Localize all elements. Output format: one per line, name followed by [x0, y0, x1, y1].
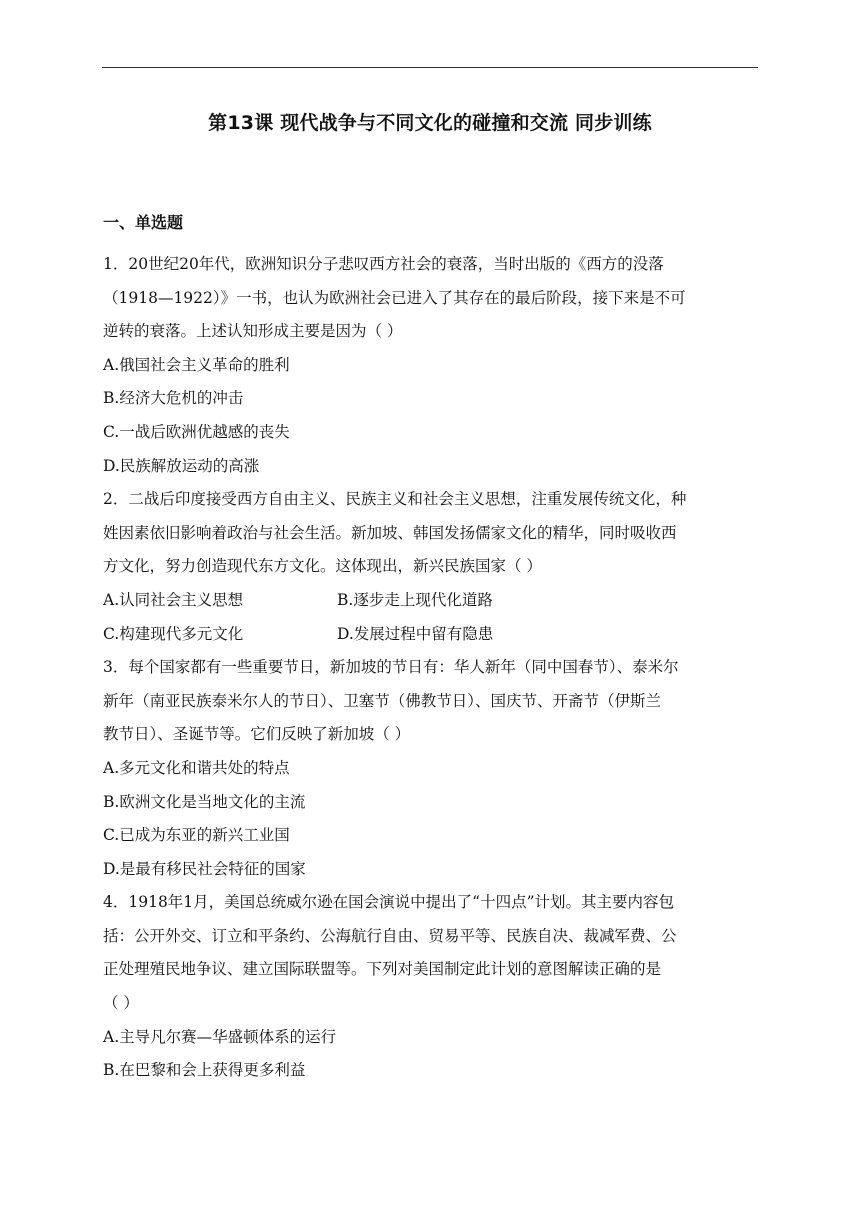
option-b: B.在巴黎和会上获得更多利益 [103, 1061, 306, 1080]
option-d: D.民族解放运动的高涨 [103, 456, 260, 475]
question-4 [103, 886, 763, 1088]
question-stem-line: 4．1918年1月，美国总统威尔逊在国会演说中提出了“十四点”计划。其主要内容包 [103, 893, 675, 912]
option-b: B.欧洲文化是当地文化的主流 [103, 792, 306, 811]
question-stem-line: 姓因素依旧影响着政治与社会生活。新加坡、韩国发扬儒家文化的精华，同时吸收西 [103, 523, 677, 542]
question-stem-line: 正处理殖民地争议、建立国际联盟等。下列对美国制定此计划的意图解读正确的是 [103, 960, 662, 979]
option-d: D.发展过程中留有隐患 [337, 624, 494, 643]
question-stem-line: 3．每个国家都有一些重要节日，新加坡的节日有：华人新年（同中国春节）、泰米尔 [103, 658, 679, 677]
section-heading: 一、单选题 [103, 213, 184, 232]
header-rule [102, 67, 758, 68]
option-b: B.经济大危机的冲击 [103, 389, 244, 408]
question-stem-line: 方文化，努力创造现代东方文化。这体现出，新兴民族国家（ ） [103, 557, 542, 576]
option-c: C.构建现代多元文化 [103, 624, 244, 643]
question-stem-line: （1918—1922）》一书，也认为欧洲社会已进入了其存在的最后阶段，接下来是不可 [103, 288, 686, 307]
question-3 [103, 651, 763, 886]
option-c: C.已成为东亚的新兴工业国 [103, 826, 290, 845]
question-stem-line: 括：公开外交、订立和平条约、公海航行自由、贸易平等、民族自决、裁减军费、公 [103, 926, 677, 945]
option-a: A.认同社会主义思想 [103, 590, 244, 609]
question-1 [103, 248, 763, 483]
question-stem-line: 新年（南亚民族泰米尔人的节日）、卫塞节（佛教节日）、国庆节、开斋节（伊斯兰 [103, 691, 662, 710]
question-stem-line: （ ） [103, 994, 139, 1013]
option-row [103, 584, 763, 618]
option-a: A.多元文化和谐共处的特点 [103, 758, 290, 777]
question-2 [103, 483, 763, 651]
question-stem-line: 教节日）、圣诞节等。它们反映了新加坡（ ） [103, 725, 411, 744]
document-title: 第13课 现代战争与不同文化的碰撞和交流 同步训练 [208, 112, 652, 134]
question-stem-line: 2．二战后印度接受西方自由主义、民族主义和社会主义思想，注重发展传统文化，种 [103, 490, 687, 509]
option-row [103, 618, 763, 652]
option-b: B.逐步走上现代化道路 [337, 590, 493, 609]
option-c: C.一战后欧洲优越感的丧失 [103, 422, 290, 441]
option-a: A.俄国社会主义革命的胜利 [103, 355, 290, 374]
option-d: D.是最有移民社会特征的国家 [103, 859, 306, 878]
question-list [103, 248, 763, 1088]
option-a: A.主导凡尔赛—华盛顿体系的运行 [103, 1027, 337, 1046]
question-stem-line: 1．20世纪20年代，欧洲知识分子悲叹西方社会的衰落，当时出版的《西方的没落 [103, 255, 664, 273]
question-stem-line: 逆转的衰落。上述认知形成主要是因为（ ） [103, 322, 403, 341]
